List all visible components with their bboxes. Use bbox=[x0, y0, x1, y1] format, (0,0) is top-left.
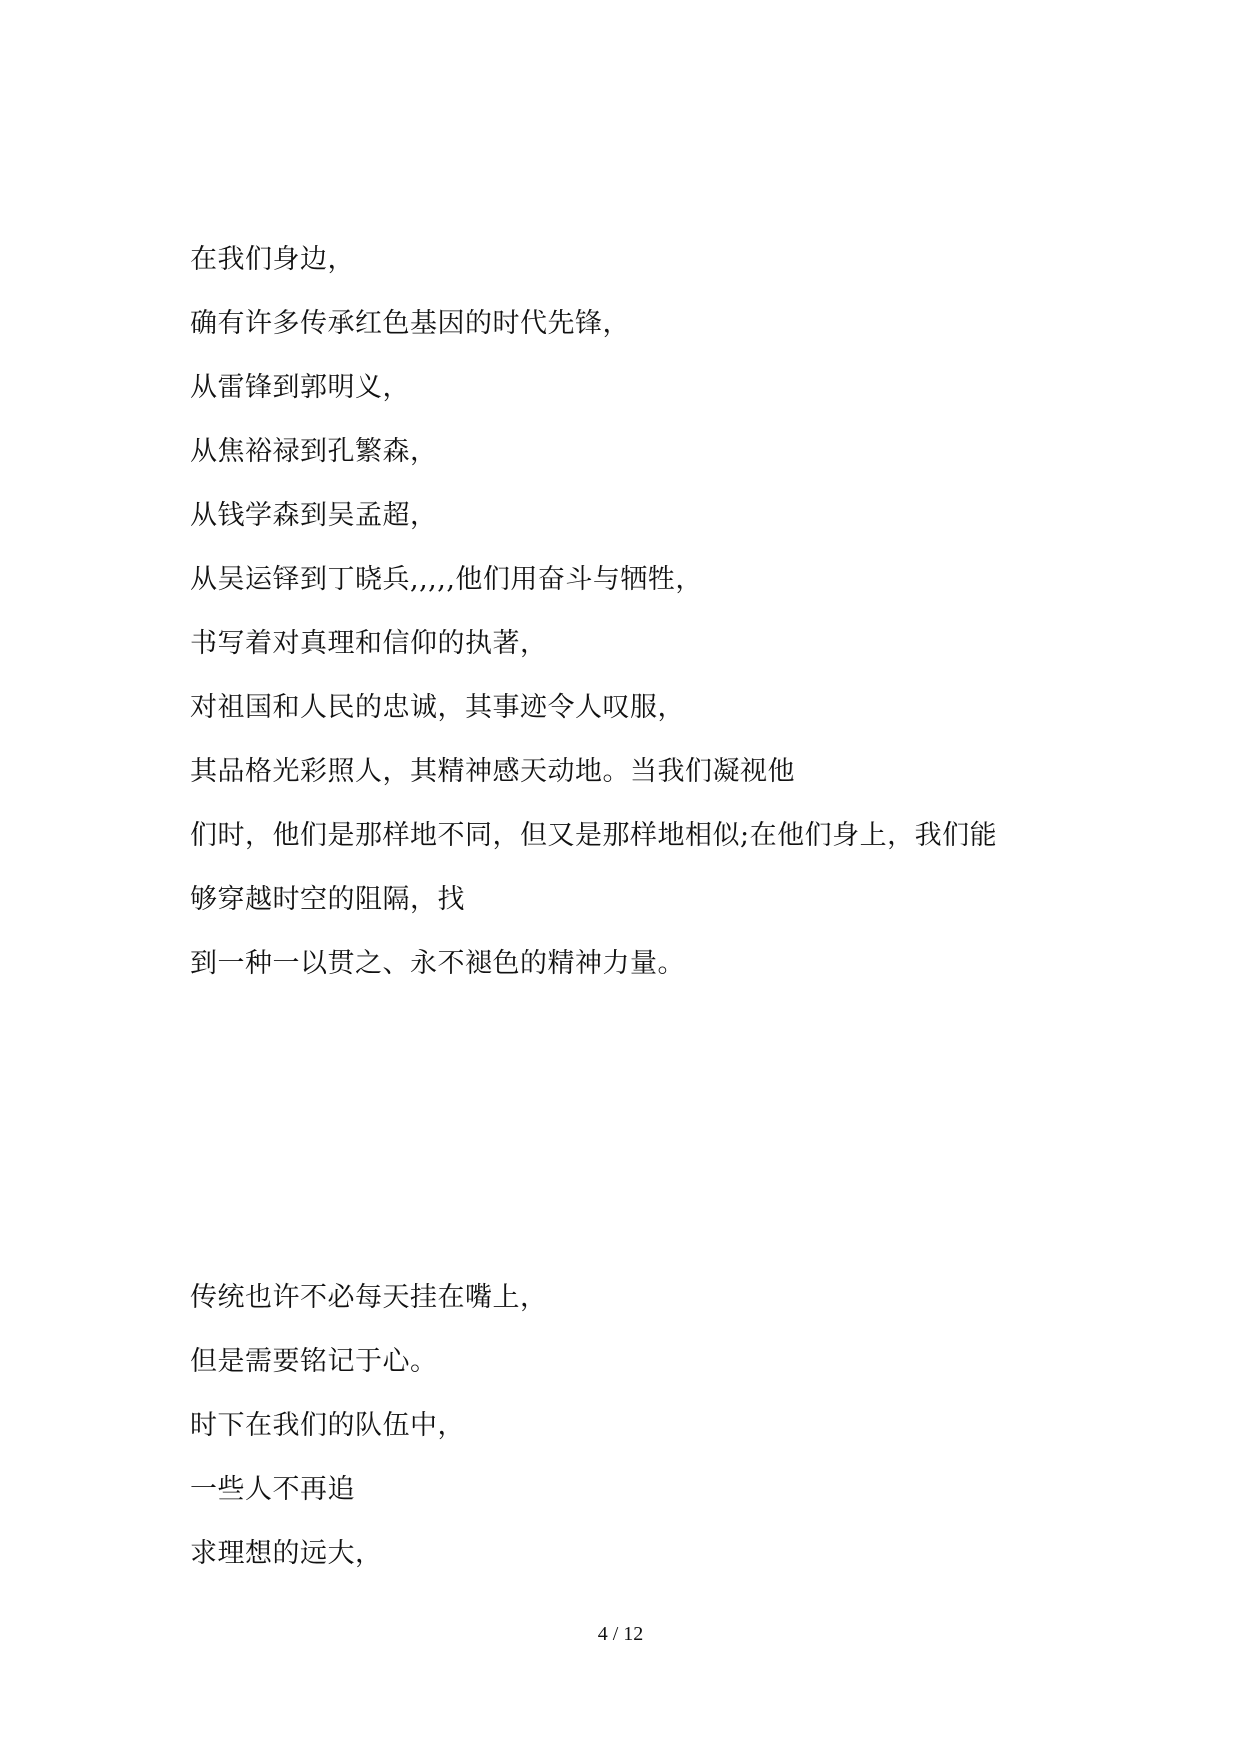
text-line: 在我们身边， bbox=[190, 244, 355, 275]
text-line: 从焦裕禄到孔繁森， bbox=[190, 436, 438, 467]
text-line: 从吴运铎到丁晓兵,,,,,他们用奋斗与牺牲， bbox=[190, 564, 703, 595]
text-line: 从钱学森到吴孟超， bbox=[190, 500, 438, 531]
text-line: 对祖国和人民的忠诚，其事迹令人叹服， bbox=[190, 692, 685, 723]
text-line: 够穿越时空的阻隔，找 bbox=[190, 884, 465, 915]
text-line: 确有许多传承红色基因的时代先锋， bbox=[190, 308, 630, 339]
text-line: 从雷锋到郭明义， bbox=[190, 372, 410, 403]
text-line: 传统也许不必每天挂在嘴上， bbox=[190, 1282, 548, 1313]
text-line: 求理想的远大， bbox=[190, 1538, 383, 1569]
paragraph-1 bbox=[190, 228, 1090, 996]
text-line: 们时，他们是那样地不同，但又是那样地相似;在他们身上，我们能 bbox=[190, 820, 998, 851]
text-line: 时下在我们的队伍中， bbox=[190, 1410, 465, 1441]
text-line: 书写着对真理和信仰的执著， bbox=[190, 628, 548, 659]
paragraph-2 bbox=[190, 1266, 1090, 1586]
text-line: 其品格光彩照人，其精神感天动地。当我们凝视他 bbox=[190, 756, 795, 787]
text-line: 一些人不再追 bbox=[190, 1474, 355, 1505]
page-number: 4 / 12 bbox=[597, 1623, 644, 1645]
text-line: 到一种一以贯之、永不褪色的精神力量。 bbox=[190, 948, 685, 979]
text-line: 但是需要铭记于心。 bbox=[190, 1346, 438, 1377]
